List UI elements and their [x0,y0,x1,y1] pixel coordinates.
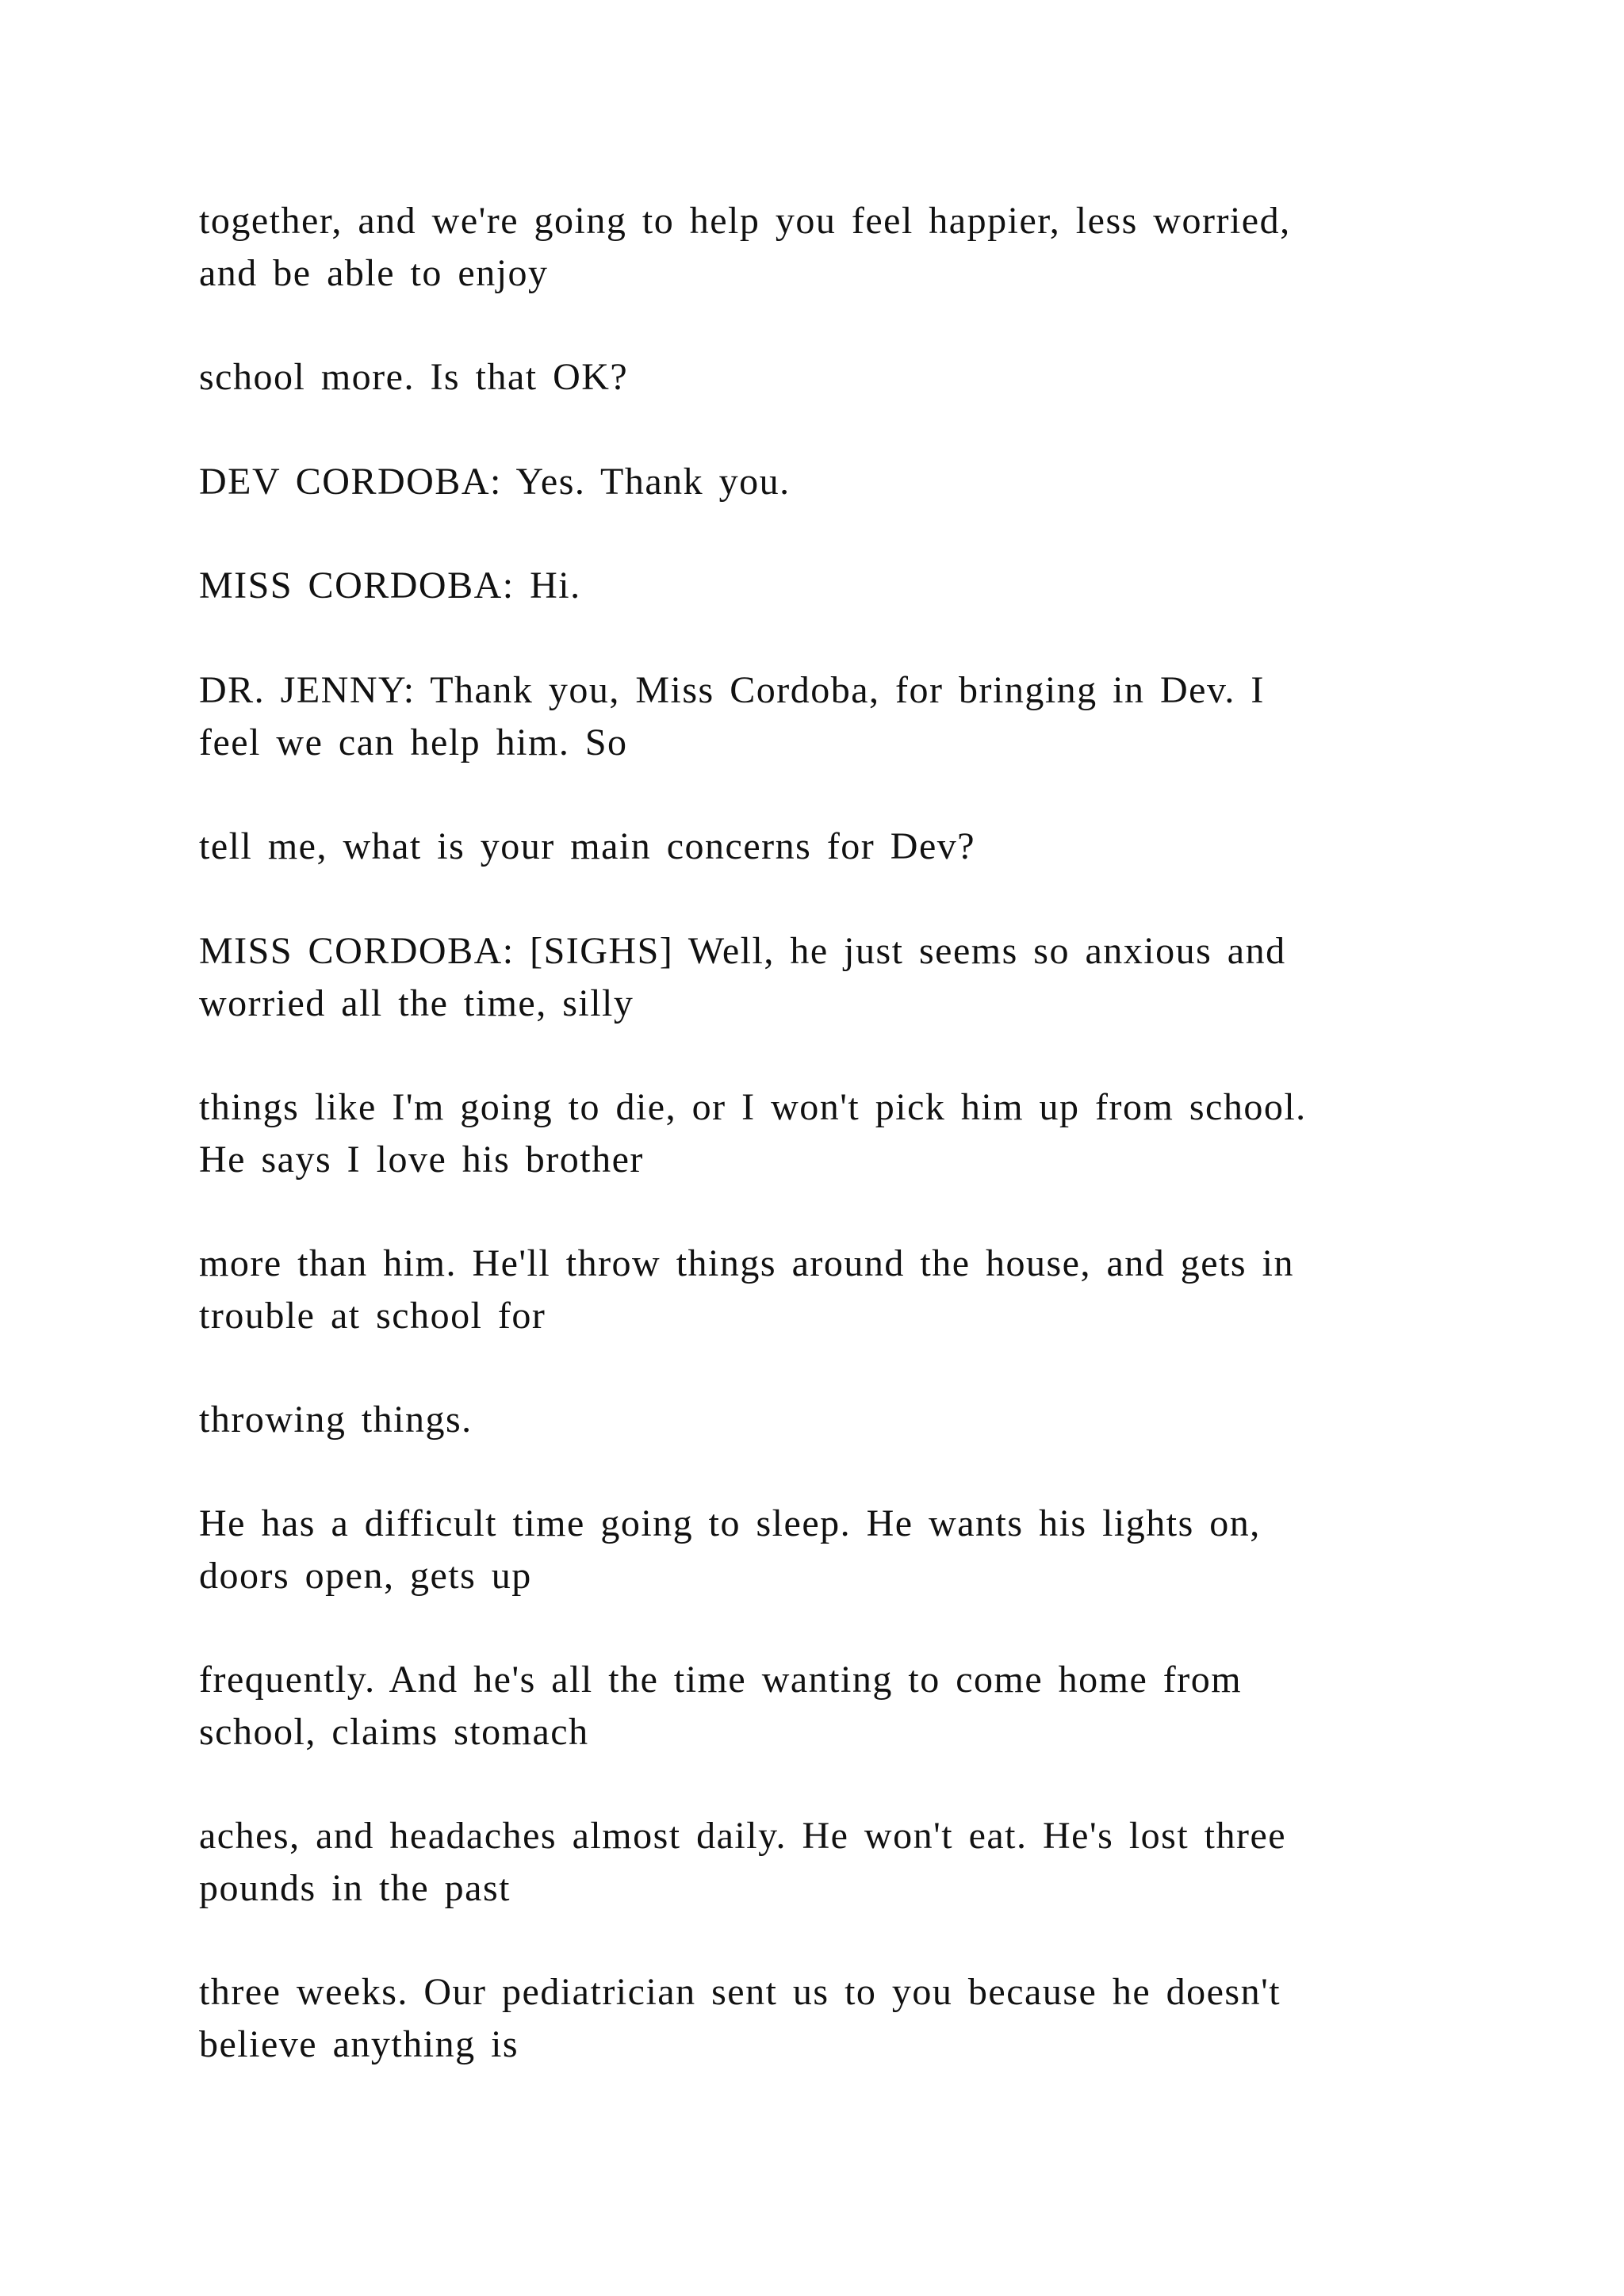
paragraph [199,1966,1436,2071]
text-line: three weeks. Our pediatrician sent us to you because he doesn't [199,1971,1281,2013]
paragraph [199,1654,1436,1758]
text-line: tell me, what is your main concerns for Dev? [199,825,976,867]
text-line: MISS CORDOBA: Hi. [199,564,581,607]
text-line: school, claims stomach [199,1711,589,1753]
text-line: school more. Is that OK? [199,356,629,398]
paragraph [199,821,1436,873]
text-line: together, and we're going to help you feel happier, less worried, [199,200,1291,242]
text-line: frequently. And he's all the time wanting to come home from [199,1659,1243,1701]
text-line: worried all the time, silly [199,982,634,1024]
text-line: and be able to enjoy [199,252,549,294]
paragraph [199,560,1436,612]
text-line: believe anything is [199,2023,519,2065]
paragraph [199,1394,1436,1446]
text-line: aches, and headaches almost daily. He won't eat. He's lost three [199,1815,1287,1857]
text-line: He says I love his brother [199,1138,644,1181]
text-line: more than him. He'll throw things around the house, and gets in [199,1242,1294,1284]
text-line: trouble at school for [199,1295,546,1337]
paragraph [199,351,1436,404]
text-line: DEV CORDOBA: Yes. Thank you. [199,461,791,503]
paragraph [199,1810,1436,1915]
text-line: He has a difficult time going to sleep. He wants his lights on, [199,1502,1261,1544]
paragraph [199,1238,1436,1342]
paragraph [199,1498,1436,1602]
paragraph [199,456,1436,508]
text-line: DR. JENNY: Thank you, Miss Cordoba, for bringing in Dev. I [199,669,1265,711]
text-line: MISS CORDOBA: [SIGHS] Well, he just seems so anxious and [199,930,1286,972]
paragraph [199,925,1436,1030]
text-line: pounds in the past [199,1867,511,1909]
paragraph [199,195,1436,300]
text-line: things like I'm going to die, or I won't pick him up from school. [199,1086,1307,1128]
paragraph [199,664,1436,769]
paragraph [199,1081,1436,1186]
text-line: feel we can help him. So [199,721,628,763]
text-line: doors open, gets up [199,1555,532,1597]
text-line: throwing things. [199,1399,473,1441]
